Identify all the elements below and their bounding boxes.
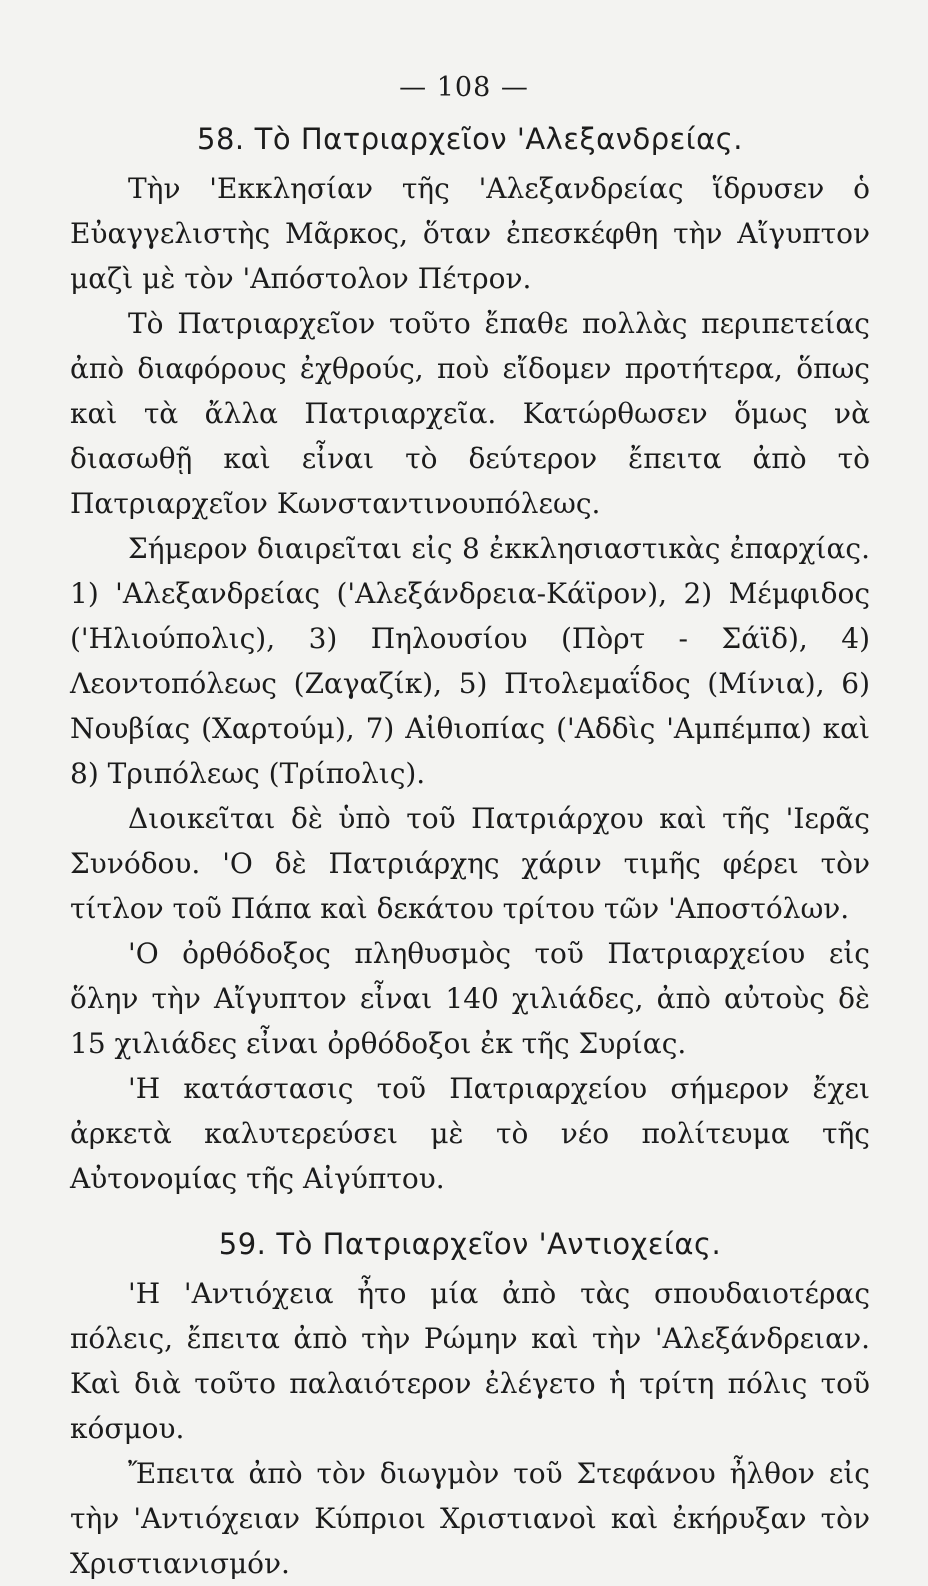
section-number: 58. [197,122,245,156]
section-title: Τὸ Πατριαρχεῖον 'Αλεξανδρείας. [254,122,743,156]
page-number: — 108 — [399,72,529,103]
paragraph: Τὴν 'Εκκλησίαν τῆς 'Αλεξανδρείας ἵδρυσεν ὁ Εὐαγγελιστὴς Μᾶρκος, ὅταν ἐπεσκέφθη τὴν Αἴγυπτον μαζὶ μὲ τὸν 'Απόστολον Πέτρον. [70,172,870,295]
paragraph: 'Ο ὀρθόδοξος πληθυσμὸς τοῦ Πατριαρχείου εἰς ὅλην τὴν Αἴγυπτον εἶναι 140 χιλιάδες, ἀπὸ αὐτοὺς δὲ 15 χιλιάδες εἶναι ὀρθόδοξοι ἐκ τῆς Συρίας. [70,937,870,1060]
section-antioch [70,1227,870,1586]
paragraph: 'Η 'Αντιόχεια ἦτο μία ἀπὸ τὰς σπουδαιοτέρας πόλεις, ἔπειτα ἀπὸ τὴν Ρώμην καὶ τὴν 'Αλεξάνδρειαν. Καὶ διὰ τοῦτο παλαιότερον ἐλέγετο ἡ τρίτη πόλις τοῦ κόσμου. [70,1277,870,1445]
paragraph: Ἔπειτα ἀπὸ τὸν διωγμὸν τοῦ Στεφάνου ἦλθον εἰς τὴν 'Αντιόχειαν Κύπριοι Χριστιανοὶ καὶ ἐκήρυξαν τὸν Χριστιανισμόν. [70,1457,870,1580]
paragraph: Τὸ Πατριαρχεῖον τοῦτο ἔπαθε πολλὰς περιπετείας ἀπὸ διαφόρους ἐχθρούς, ποὺ εἴδομεν προτήτερα, ὅπως καὶ τὰ ἄλλα Πατριαρχεῖα. Κατώρθωσεν ὅμως νὰ διασωθῇ καὶ εἶναι τὸ δεύτερον ἔπειτα ἀπὸ τὸ Πατριαρχεῖον Κωνσταντινουπόλεως. [70,307,870,520]
section-heading [70,122,870,156]
section-heading [70,1227,870,1261]
section-number: 59. [218,1227,267,1261]
paragraph: 'Η κατάστασις τοῦ Πατριαρχείου σήμερον ἔχει ἀρκετὰ καλυτερεύσει μὲ τὸ νέο πολίτευμα τῆς Αὐτονομίας τῆς Αἰγύπτου. [70,1072,870,1195]
page-content [70,122,870,1586]
paragraph: Σήμερον διαιρεῖται εἰς 8 ἐκκλησιαστικὰς ἐπαρχίας. 1) 'Αλεξανδρείας ('Αλεξάνδρεια-Κάϊρον), 2) Μέμφιδος ('Ηλιούπολις), 3) Πηλουσίου (Πὸρτ - Σάϊδ), 4) Λεοντοπόλεως (Ζαγαζίκ), 5) Πτολεμαΐδος (Μίνια), 6) Νουβίας (Χαρτούμ), 7) Αἰθιοπίας ('Αδδὶς 'Αμπέμπα) καὶ 8) Τριπόλεως (Τρίπολις). [70,532,870,790]
section-alexandria [70,122,870,1201]
paragraph: Διοικεῖται δὲ ὑπὸ τοῦ Πατριάρχου καὶ τῆς 'Ιερᾶς Συνόδου. 'Ο δὲ Πατριάρχης χάριν τιμῆς φέρει τὸν τίτλον τοῦ Πάπα καὶ δεκάτου τρίτου τῶν 'Αποστόλων. [70,802,870,925]
section-title: Τὸ Πατριαρχεῖον 'Αντιοχείας. [276,1227,722,1261]
